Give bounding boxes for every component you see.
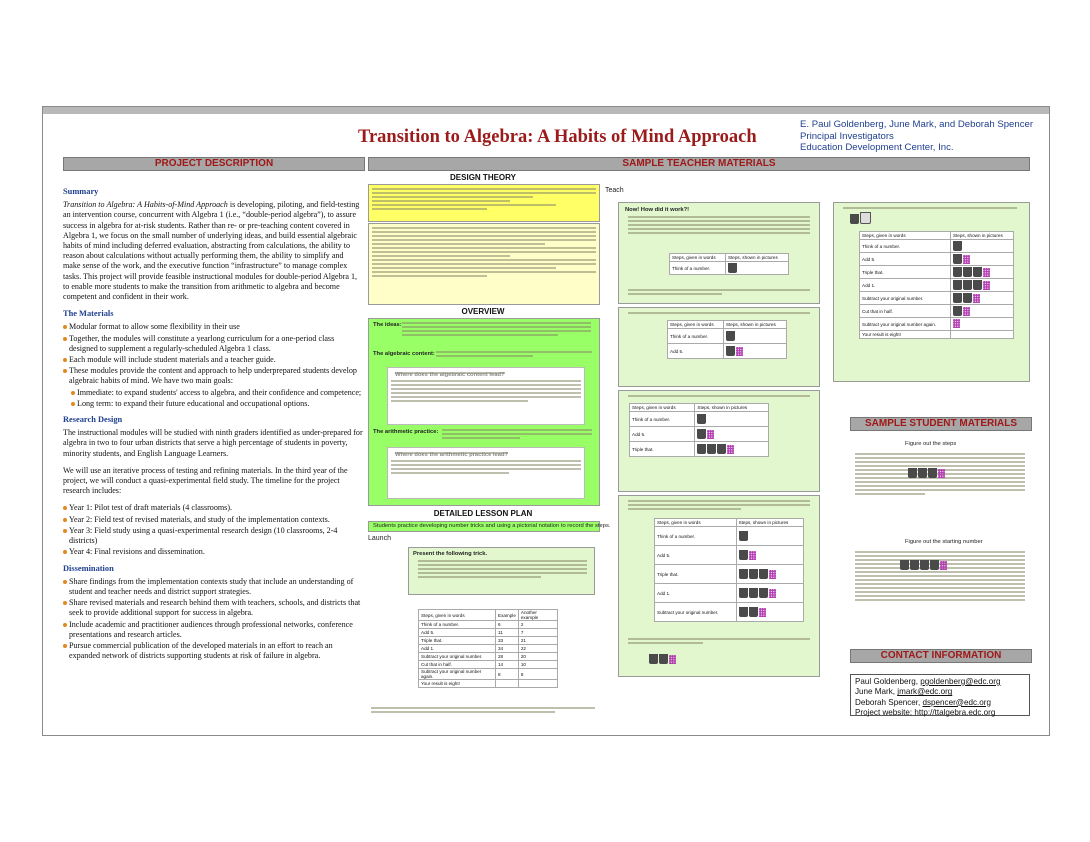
list-item: These modules provide the content and approach to help underprepared students develop algebraic habits of mind. We have two main goals: — [63, 366, 363, 386]
table-row: Triple that. — [860, 266, 1014, 279]
research-paragraph-2: We will use an iterative process of testing and refining materials. In the third year of the project, we will conduct a quasi-experimental field study. The timeline for the project research includes: — [63, 465, 348, 496]
table-row: Cut that in half. 14 10 — [419, 661, 558, 669]
bucket-icon — [728, 263, 737, 273]
example-col-header: Steps, given in words — [419, 610, 496, 621]
table-row: Subtract your original number. — [655, 603, 804, 622]
overview-green-box — [368, 318, 600, 506]
steps-table: Steps, given in words Steps, shown in pictures Think of a number. Add 5. Triple that. Add 1. Subtract your original number. — [654, 518, 804, 622]
list-item: Together, the modules will constitute a yearlong curriculum for a one-period class designed to supplement a regularly-scheduled Algebra 1 class. — [63, 334, 363, 354]
steps-table: Steps, given in words Steps, shown in pictures Think of a number. Add 5. — [667, 320, 787, 359]
table-row: Your result is eight! — [419, 680, 558, 688]
list-item: Year 2: Field test of revised materials, and study of the implementation contexts. — [63, 515, 363, 525]
table-row: Add 1. — [860, 279, 1014, 292]
steps-table — [669, 253, 789, 275]
table-row: Add 5. — [655, 546, 804, 565]
overview-algebraic-label: The algebraic content: — [373, 351, 435, 357]
overview-inner-box-2 — [387, 447, 585, 499]
overview-inner-box-1 — [387, 367, 585, 425]
dissemination-list — [63, 577, 363, 662]
table-row: Subtract your original number again. — [860, 318, 1014, 331]
table-row: Add 5. — [630, 427, 769, 442]
table-row: Add 1. — [655, 584, 804, 603]
contact-box — [850, 674, 1030, 716]
student-worksheet-1 — [850, 433, 1030, 533]
table-row: Subtract your original number. — [860, 292, 1014, 305]
now-how-label: Now! How did it work?! — [625, 207, 690, 213]
project-description-header: PROJECT DESCRIPTION — [63, 157, 365, 171]
table-row: Triple that. 33 21 — [419, 637, 558, 645]
lesson-plan-green-bar — [368, 521, 611, 532]
teach-panel-4 — [618, 495, 820, 677]
worksheet-2-buckets — [900, 557, 947, 575]
worksheet-1-title: Figure out the steps — [905, 441, 957, 447]
authors-line: E. Paul Goldenberg, June Mark, and Deborah Spencer — [800, 119, 1034, 130]
steps-table: Steps, given in words Steps, shown in pictures Think of a number. Add 5. Triple that. Add 1. Subtract your original number. Cut that in half. Subtract your original number again. Your result is eight! — [859, 231, 1014, 339]
closing-text — [368, 705, 598, 715]
top-bar — [43, 107, 1049, 114]
list-item: Year 3: Field study using a quasi-experimental research design (10 classrooms, 2-4 districts) — [63, 526, 363, 546]
list-item: Pursue commercial publication of the developed materials in an effort to reach an expanded network of districts supporting students at risk of failure in algebra. — [63, 641, 363, 661]
design-theory-yellow-box — [368, 184, 600, 222]
list-item: Share findings from the implementation contexts study that include an understanding of student and teacher needs and district support strategies. — [63, 577, 363, 597]
organization-line: Education Development Center, Inc. — [800, 142, 954, 153]
table-row: Subtract your original number. 28 20 — [419, 653, 558, 661]
list-item: Immediate: to expand students' access to algebra, and their confidence and competence; — [63, 388, 363, 398]
contact-line-1: Paul Goldenberg, pgoldenberg@edc.org — [855, 677, 1001, 686]
overview-heading: OVERVIEW — [461, 307, 505, 316]
lesson-plan-heading: DETAILED LESSON PLAN — [433, 509, 533, 518]
list-item: Year 4: Final revisions and dissemination. — [63, 547, 363, 557]
table-row: Think of a number. — [668, 329, 787, 344]
table-row: Add 5. — [668, 344, 787, 359]
bucket-icon — [726, 331, 735, 341]
research-heading: Research Design — [63, 415, 123, 425]
example-col-header: Example — [496, 610, 519, 621]
contact-line-3: Deborah Spencer, dspencer@edc.org — [855, 697, 992, 707]
materials-heading: The Materials — [63, 309, 114, 319]
summary-text — [63, 200, 363, 302]
teach-panel-1 — [618, 202, 820, 304]
table-row: Add 5. — [860, 253, 1014, 266]
sample-teacher-header: SAMPLE TEACHER MATERIALS — [368, 157, 1030, 171]
summary-rest: is developing, piloting, and field-testing an intervention course, concurrent with Algebra 1 (i.e., “double-period algebra”), to assure success in algebra for at-risk students. Rather than re- or pre-teaching content covered in Algebra 1, we focus on the small number of underlying ideas, and build essential algebraic habits of mind including deferred evaluation, abstracting from calculations, the ability to reason about calculations without actually performing them, the ability to simplify and make sense of the work, and the executive function “infrastructure” to manage complex tasks. This project will provide feasible instructional modules for double-period Algebra 1, to enable more students to make the transition from arithmetic to algebra and become competent and confident in their work. — [63, 200, 360, 302]
table-col-header: Steps, shown in pictures — [725, 254, 788, 262]
list-item: Year 1: Pilot test of draft materials (4 classrooms). — [63, 503, 363, 513]
table-row: Add 1. 34 22 — [419, 645, 558, 653]
sample-student-header: SAMPLE STUDENT MATERIALS — [850, 417, 1032, 431]
grapes-icon — [736, 347, 743, 356]
project-description — [63, 181, 363, 667]
overview-ideas-label: The ideas: — [373, 322, 402, 328]
table-row: Add 5. 11 7 — [419, 629, 558, 637]
present-trick-label: Present the following trick. — [413, 551, 488, 557]
bucket-icon — [726, 346, 735, 356]
worksheet-1-buckets — [908, 465, 945, 483]
project-website[interactable]: Project website: http://ttalgebra.edc.org — [855, 707, 996, 717]
email-link[interactable]: jmark@edc.org — [897, 687, 953, 697]
contact-line-2: June Mark, jmark@edc.org — [855, 687, 953, 697]
table-row: Cut that in half. — [860, 305, 1014, 318]
teach-panel-3 — [618, 390, 820, 492]
launch-label: Launch — [368, 535, 391, 542]
table-row: Triple that. — [655, 565, 804, 584]
table-row: Subtract your original number again. 8 8 — [419, 669, 558, 680]
list-item: Long term: to expand their future educational and occupational options. — [63, 399, 363, 409]
design-theory-notes-box — [368, 223, 600, 305]
table-row: Your result is eight! — [860, 331, 1014, 339]
email-link[interactable]: pgoldenberg@edc.org — [920, 677, 1001, 686]
design-theory-heading: DESIGN THEORY — [450, 173, 516, 182]
dissemination-heading: Dissemination — [63, 563, 114, 573]
final-buckets — [649, 651, 676, 669]
example-col-header: Another example — [518, 610, 557, 621]
overview-arithmetic-label: The arithmetic practice: — [373, 429, 439, 435]
steps-table: Steps, given in words Steps, shown in pictures Think of a number. Add 5. Triple that. — [629, 403, 769, 457]
table-row: Triple that. — [630, 442, 769, 457]
contact-header: CONTACT INFORMATION — [850, 649, 1032, 663]
materials-list — [63, 322, 363, 409]
list-item: Modular format to allow some flexibility in their use — [63, 322, 363, 332]
list-item: Each module will include student materials and a teacher guide. — [63, 355, 363, 365]
worksheet-2-title: Figure out the starting number — [905, 539, 983, 545]
teach-label: Teach — [605, 187, 624, 194]
poster-title: Transition to Algebra: A Habits of Mind Approach — [358, 127, 757, 147]
teach-panel-2 — [618, 307, 820, 387]
table-row: Think of a number. — [630, 412, 769, 427]
list-item: Include academic and practitioner audiences through professional networks, conference presentations and research articles. — [63, 620, 363, 640]
research-paragraph-1: The instructional modules will be studied with ninth graders identified as under-prepared for algebra in two to four urban districts that serve a high percentage of students in poverty, minority students, and English Language Learners. — [63, 428, 363, 458]
timeline-list — [63, 503, 363, 557]
table-row: Think of a number. 6 2 — [419, 621, 558, 629]
start-buckets — [850, 211, 872, 229]
example-table — [418, 609, 558, 688]
investigators-line: Principal Investigators — [800, 130, 894, 142]
teach-panel-5 — [833, 202, 1030, 382]
list-item: Share revised materials and research behind them with teachers, schools, and districts that seek to provide additional support for success in algebra. — [63, 598, 363, 618]
table-row: Think of a number. — [860, 240, 1014, 253]
algebraic-lead-label: Where does the algebraic content lead? — [395, 372, 505, 378]
lesson-plan-goal: Students practice developing number tricks and using a pictorial notation to record the steps. — [373, 523, 611, 529]
arithmetic-lead-label: Where does the arithmetic practice lead? — [395, 452, 509, 458]
student-worksheet-2 — [850, 537, 1030, 637]
email-link[interactable]: dspencer@edc.org — [922, 697, 992, 707]
authors-block — [800, 119, 1045, 154]
summary-heading: Summary — [63, 187, 99, 196]
poster — [42, 106, 1050, 736]
table-col-header: Steps, given in words — [670, 254, 726, 262]
table-row: Think of a number. — [670, 262, 789, 275]
summary-italic: Transition to Algebra: A Habits-of-Mind Approach — [63, 200, 228, 210]
present-trick-box — [408, 547, 595, 595]
table-row: Think of a number. — [655, 527, 804, 546]
